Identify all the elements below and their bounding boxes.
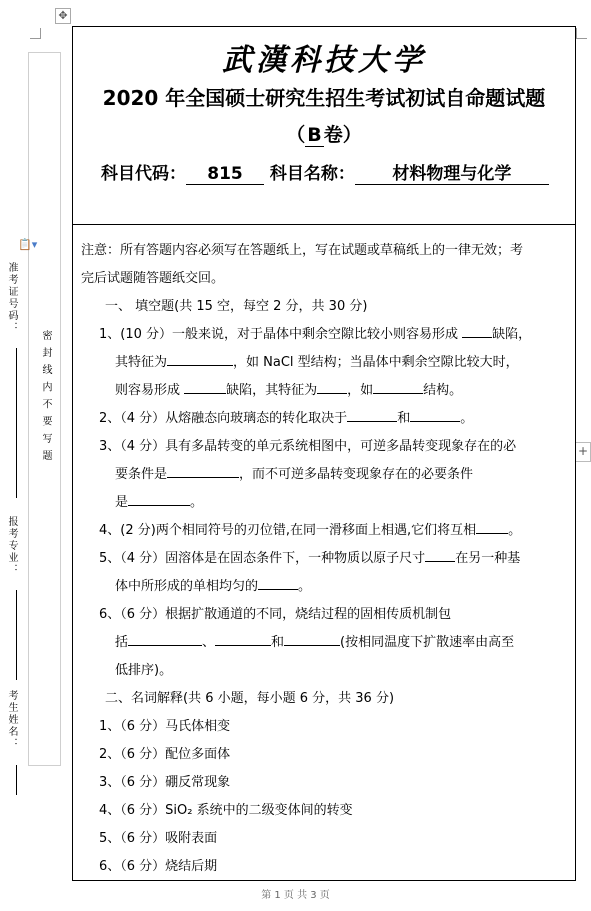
answer-blank <box>215 631 271 646</box>
term-item: 3、（6 分）硼反常现象 <box>99 775 231 790</box>
q5-text: 体中所形成的单相均匀的 <box>115 579 259 594</box>
notice-line: 注意：所有答题内容必须写在答题纸上，写在试题或草稿纸上的一律无效；考 <box>81 243 524 258</box>
question-3-cont <box>81 461 569 489</box>
answer-blank <box>347 407 397 422</box>
question-3: 3、（4 分）具有多晶转变的单元系统相图中，可逆多晶转变现象存在的必 <box>99 439 517 454</box>
subject-name-value: 材料物理与化学 <box>355 159 549 185</box>
answer-blank <box>476 519 508 534</box>
question-6-cont <box>81 629 569 657</box>
binding-strip <box>0 0 62 911</box>
question-1 <box>81 321 569 349</box>
answer-blank <box>167 463 239 478</box>
question-3-cont <box>81 489 569 517</box>
question-body <box>81 237 569 881</box>
question-1-cont <box>81 377 569 405</box>
paper-version-letter: B <box>307 124 322 146</box>
q3-text: 要条件是 <box>115 467 168 482</box>
answer-blank <box>128 631 202 646</box>
q6-text: 、 <box>202 635 216 650</box>
subject-code-value: 815 <box>186 164 264 185</box>
q3-text: 。 <box>190 495 204 510</box>
corner-mark-icon <box>576 28 587 39</box>
notice-line: 完后试题随答题纸交回。 <box>81 271 225 286</box>
question-4 <box>81 517 569 545</box>
q1-text: ，如 NaCl 型结构；当晶体中剩余空隙比较大时， <box>233 355 519 370</box>
answer-blank <box>258 575 298 590</box>
section1-heading: 一、 填空题(共 15 空，每空 2 分，共 30 分) <box>105 299 368 314</box>
exam-number-line <box>16 348 17 498</box>
page-footer: 第 1 页 共 3 页 <box>261 890 330 901</box>
no-write-notice: 密 封 线 内 不 要 写 题 <box>40 330 51 463</box>
question-6-cont: 低排序)。 <box>115 663 173 678</box>
paper-prefix: （ <box>286 124 306 146</box>
name-label: 考生姓名： <box>6 690 17 750</box>
q1-text: 缺陷， <box>492 327 532 342</box>
subject-name-label: 科目名称： <box>269 164 355 184</box>
page-title: 2020 年全国硕士研究生招生考试初试自命题试题 <box>102 86 546 110</box>
term-item: 6、（6 分）烧结后期 <box>99 859 218 874</box>
answer-blank <box>167 351 233 366</box>
exam-number-label: 准考证号码： <box>6 262 17 334</box>
name-line <box>16 765 17 795</box>
q1-text: 其特征为 <box>115 355 168 370</box>
q1-text: 缺陷，其特征为 <box>226 383 318 398</box>
q5-text: 在另一种基 <box>455 551 521 566</box>
major-label: 报考专业： <box>6 516 17 576</box>
answer-blank <box>410 407 460 422</box>
term-item: 4、（6 分）SiO₂ 系统中的二级变体间的转变 <box>99 803 353 818</box>
q4-text: 4、(2 分)两个相同符号的刃位错,在同一滑移面上相遇,它们将互相 <box>99 523 477 538</box>
term-item: 2、（6 分）配位多面体 <box>99 747 231 762</box>
paste-options-icon[interactable]: 📋▾ <box>18 238 38 251</box>
answer-blank <box>184 379 226 394</box>
term-item: 1、（6 分）马氏体相变 <box>99 719 231 734</box>
subject-info <box>101 159 549 185</box>
q1-text: 1、(10 分）一般来说，对于晶体中剩余空隙比较小则容易形成 <box>99 327 463 342</box>
answer-blank <box>462 323 492 338</box>
question-2 <box>81 405 569 433</box>
answer-blank <box>128 491 190 506</box>
q6-text: 括 <box>115 635 129 650</box>
q1-text: 结构。 <box>423 383 463 398</box>
q5-text: 5、（4 分）固溶体是在固态条件下，一种物质以原子尺寸 <box>99 551 426 566</box>
q1-text: 则容易形成 <box>115 383 185 398</box>
header-box <box>72 26 576 225</box>
answer-blank <box>425 547 455 562</box>
q2-text: 和 <box>397 411 411 426</box>
term-item: 5、（6 分）吸附表面 <box>99 831 218 846</box>
q2-text: 。 <box>460 411 474 426</box>
answer-blank <box>373 379 423 394</box>
q6-text: (按相同温度下扩散速率由高至 <box>340 635 515 650</box>
q3-text: ，而不可逆多晶转变现象存在的必要条件 <box>239 467 474 482</box>
question-5 <box>81 545 569 573</box>
q1-text: ，如 <box>347 383 374 398</box>
section2-heading: 二、名词解释(共 6 小题，每小题 6 分，共 36 分) <box>105 691 395 706</box>
q6-text: 和 <box>271 635 285 650</box>
subject-code-label: 科目代码： <box>101 164 186 184</box>
add-column-icon[interactable]: + <box>575 442 591 462</box>
question-5-cont <box>81 573 569 601</box>
paper-suffix: 卷） <box>323 124 362 146</box>
q2-text: 2、（4 分）从熔融态向玻璃态的转化取决于 <box>99 411 348 426</box>
question-6: 6、（6 分）根据扩散通道的不同，烧结过程的固相传质机制包 <box>99 607 452 622</box>
corner-mark-icon <box>30 28 41 39</box>
q3-text: 是 <box>115 495 129 510</box>
q4-text: 。 <box>508 523 522 538</box>
question-box <box>72 224 576 881</box>
answer-blank <box>317 379 347 394</box>
major-line <box>16 590 17 680</box>
answer-blank <box>284 631 340 646</box>
question-1-cont <box>81 349 569 377</box>
q5-text: 。 <box>298 579 312 594</box>
paper-version <box>73 120 575 147</box>
table-move-handle-icon[interactable]: ✥ <box>55 8 71 24</box>
university-logo: 武漢科技大学 <box>222 43 426 78</box>
